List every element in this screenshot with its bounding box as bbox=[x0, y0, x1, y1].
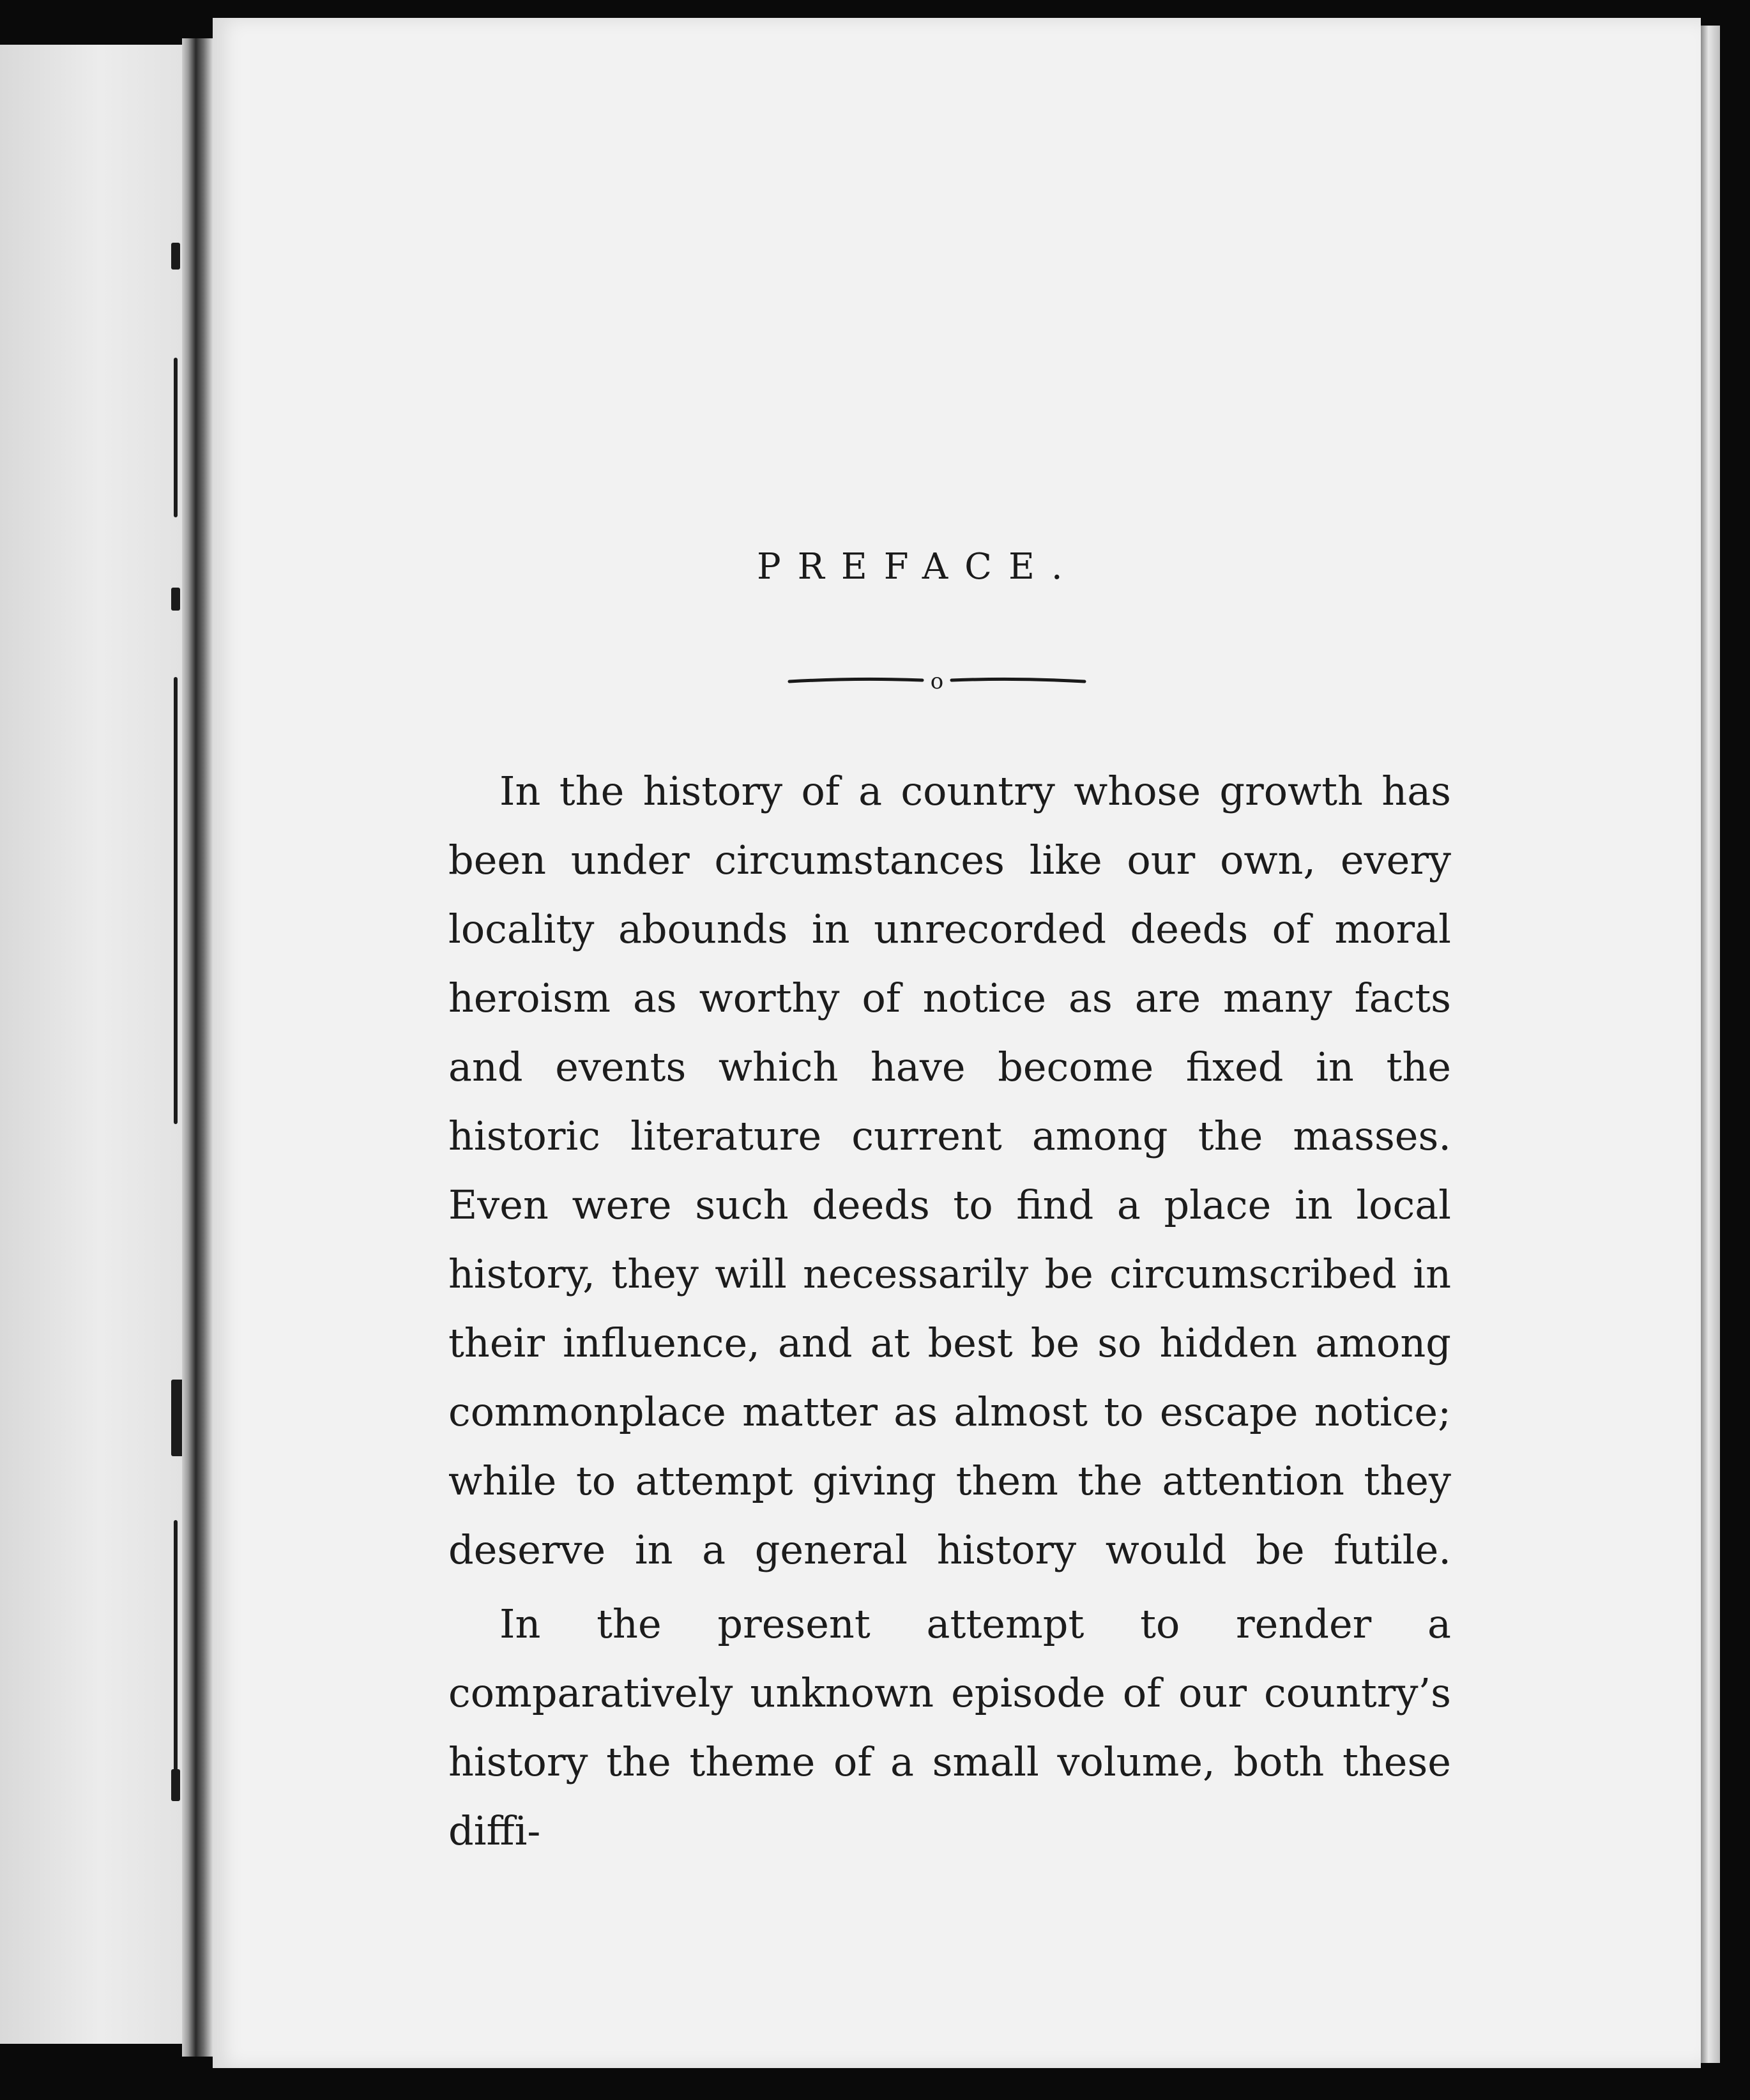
preface-body bbox=[448, 757, 1451, 1871]
ornament-rule bbox=[787, 667, 1087, 693]
left-blank-leaf bbox=[0, 45, 182, 2044]
binding-stitch bbox=[174, 677, 178, 1124]
binding-stitch bbox=[171, 243, 180, 270]
binding-stitch bbox=[174, 358, 178, 517]
paragraph-1: In the history of a country whose growth has been under circumstances like our own, every locality abounds in unrecorded deeds of moral heroism as worthy of notice as are many facts and events which have become fixed in the historic literature current among the masses. Even were such deeds to find a place in local history, they will necessarily be circumscribed in their influence, and at best be so hidden among commonplace matter as almost to escape notice; while to attempt giving them the attention they deserve in a general history would be futile. bbox=[448, 768, 1451, 1573]
book-gutter bbox=[182, 38, 213, 2057]
ornament-glyph: o bbox=[930, 669, 944, 693]
page-edge bbox=[1701, 26, 1720, 2063]
paragraph-2: In the present attempt to render a comparatively unknown episode of our country’s history the theme of a small volume, both these diffi- bbox=[448, 1601, 1451, 1854]
binding-stitch bbox=[171, 1769, 180, 1801]
binding-stitch bbox=[174, 1520, 178, 1776]
page-title: PREFACE. bbox=[757, 546, 1079, 588]
binding-stitch bbox=[171, 588, 180, 611]
